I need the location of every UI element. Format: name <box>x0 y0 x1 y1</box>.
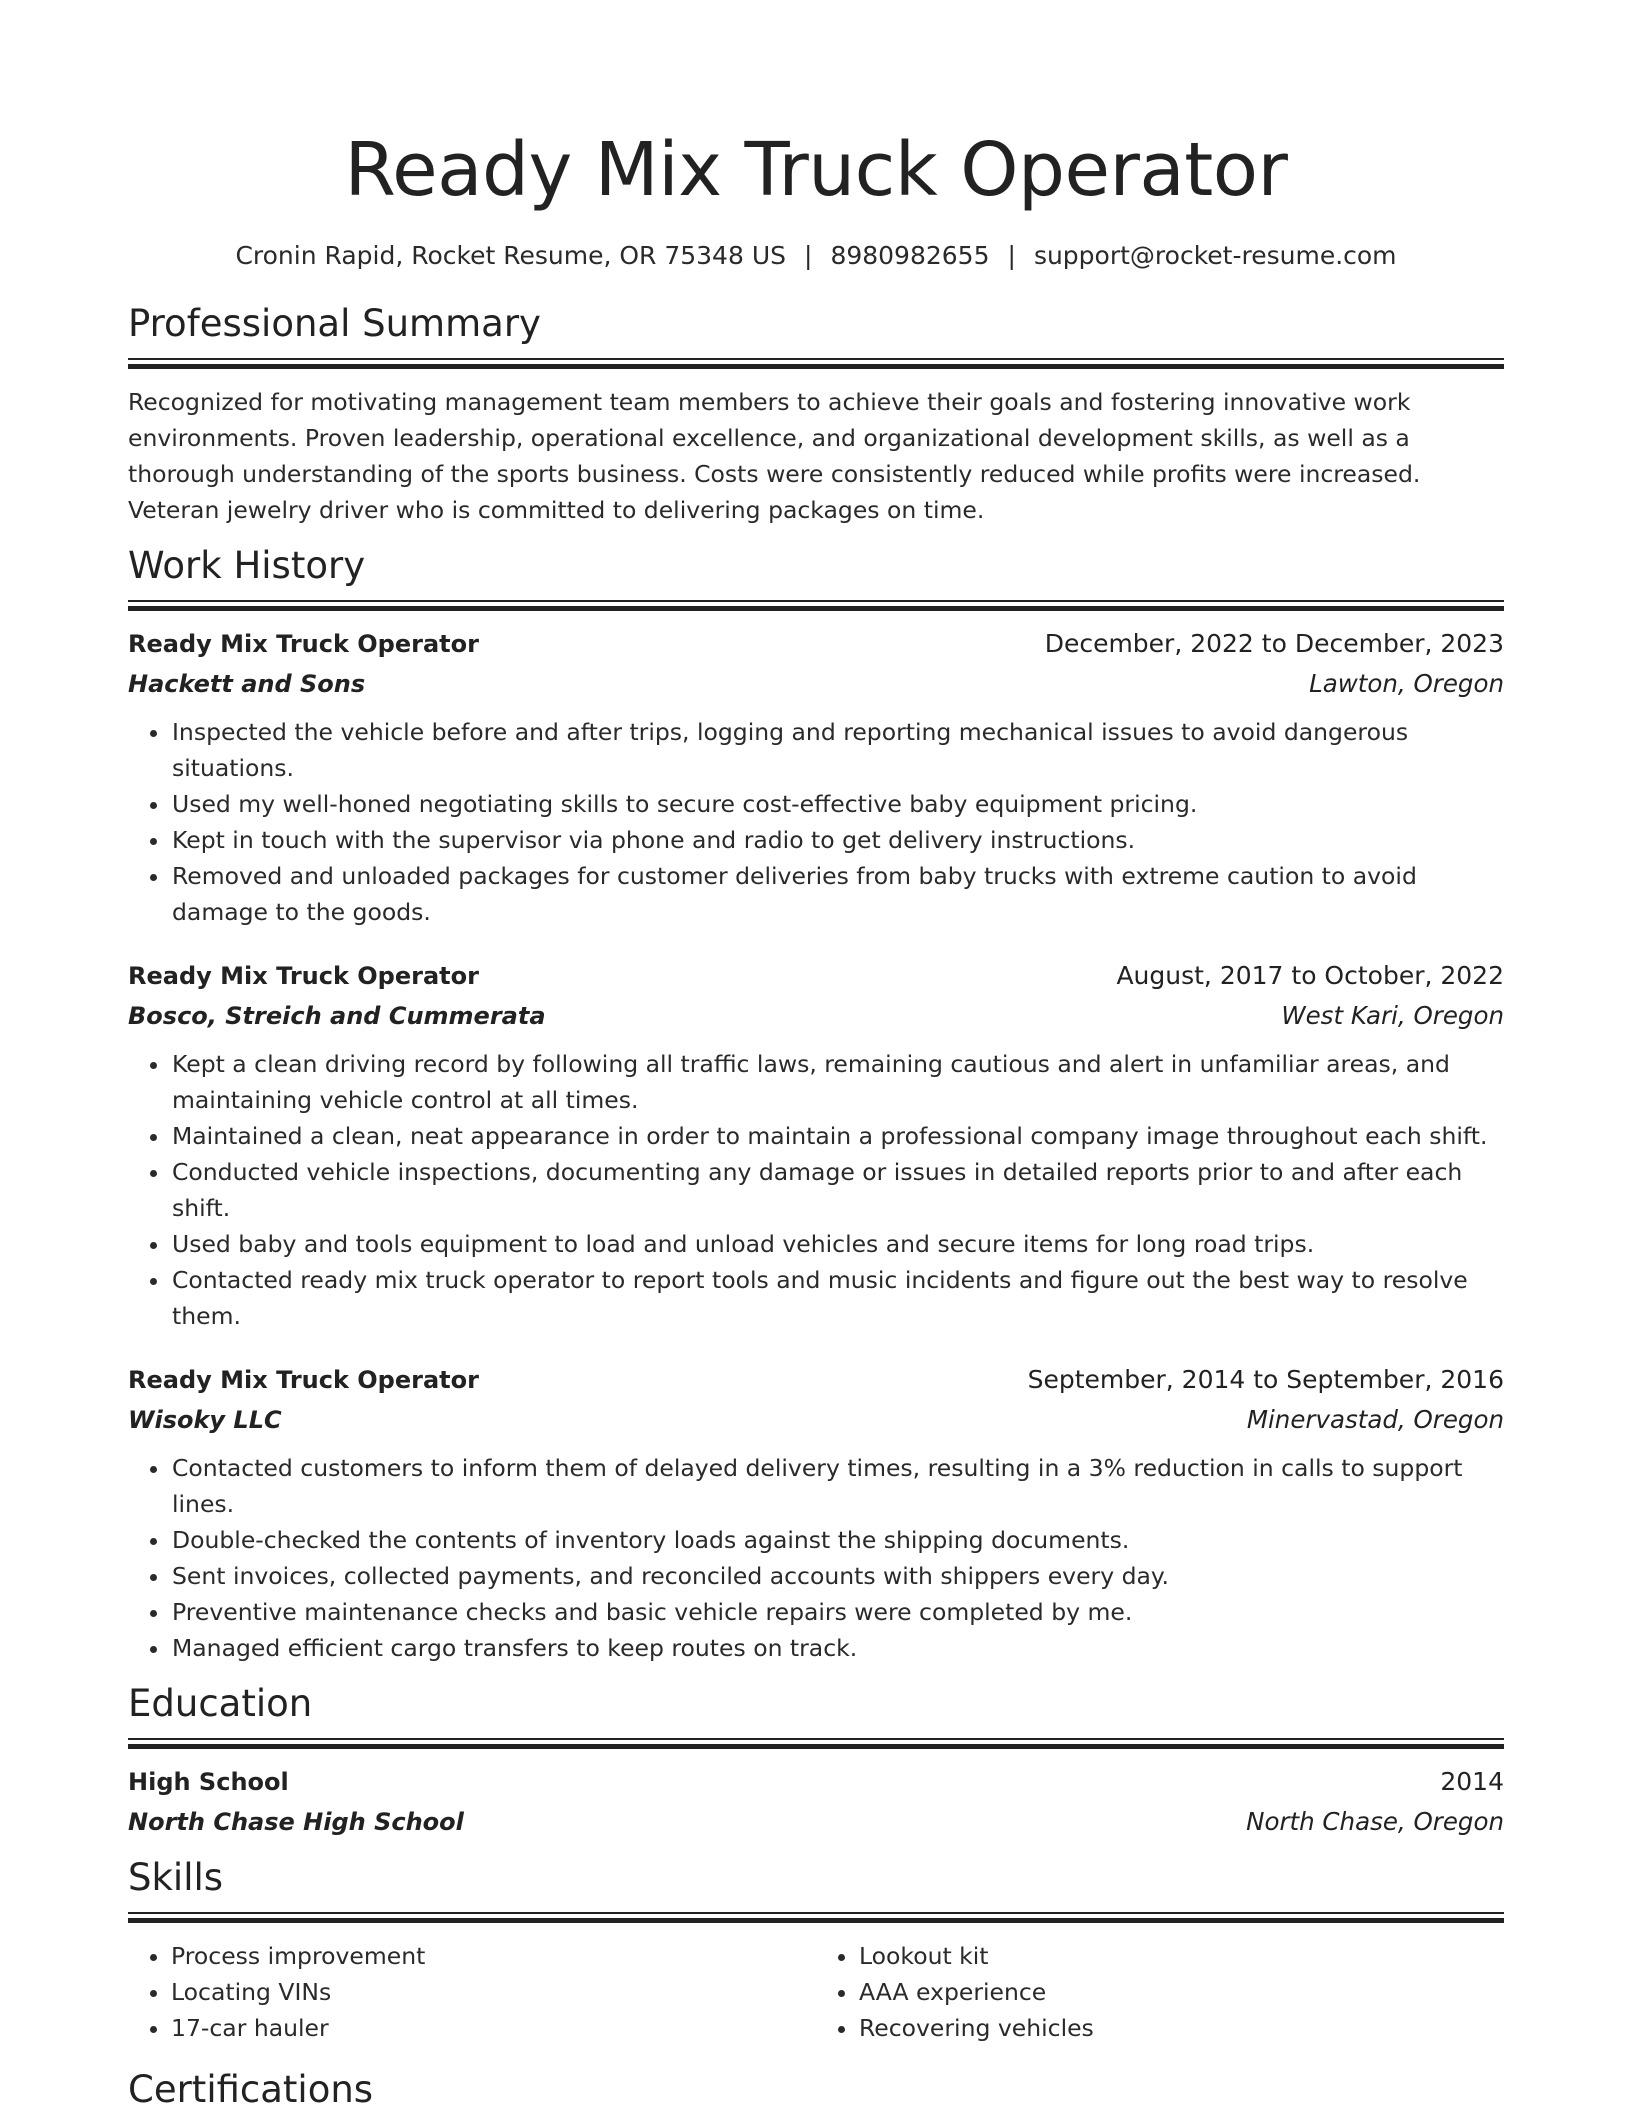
contact-separator: | <box>804 241 813 270</box>
candidate-name: Ready Mix Truck Operator <box>344 127 1288 213</box>
list-item: • Lookout kit <box>859 1938 1504 1974</box>
work-section <box>128 542 1504 1666</box>
contact-line <box>128 238 1504 274</box>
job-title: Ready Mix Truck Operator <box>128 962 479 990</box>
skills-list-left <box>128 1938 816 2046</box>
list-item: • AAA experience <box>859 1974 1504 2010</box>
contact-email: support@rocket-resume.com <box>1033 241 1397 270</box>
list-item: • Removed and unloaded packages for customer deliveries from baby trucks with extreme caution to avoid damage to the goods. <box>171 858 1504 930</box>
section-title-skills: Skills <box>128 1856 224 1899</box>
section-title-work: Work History <box>128 544 366 587</box>
job-dates: September, 2014 to September, 2016 <box>1027 1365 1504 1394</box>
job-company: Hackett and Sons <box>128 670 366 698</box>
list-item: • 17-car hauler <box>171 2010 816 2046</box>
skills-columns <box>128 1938 1504 2046</box>
list-item: • Conducted vehicle inspections, documenting any damage or issues in detailed reports prior to and after each shift. <box>171 1154 1504 1226</box>
section-title-education: Education <box>128 1682 313 1725</box>
job-bullets <box>128 714 1504 930</box>
section-divider <box>128 1738 1504 1751</box>
job-bullets <box>128 1450 1504 1666</box>
list-item: • Contacted customers to inform them of delayed delivery times, resulting in a 3% reduction in calls to support lines. <box>171 1450 1504 1522</box>
job-entry <box>128 958 1504 1334</box>
skills-section <box>128 1854 1504 2046</box>
list-item: • Recovering vehicles <box>859 2010 1504 2046</box>
certifications-section <box>128 2066 1504 2114</box>
contact-separator: | <box>1007 241 1016 270</box>
section-title-summary: Professional Summary <box>128 302 541 345</box>
list-item: • Kept in touch with the supervisor via phone and radio to get delivery instructions. <box>171 822 1504 858</box>
job-entry <box>128 1362 1504 1666</box>
section-divider <box>128 358 1504 371</box>
list-item: • Maintained a clean, neat appearance in order to maintain a professional company image throughout each shift. <box>171 1118 1504 1154</box>
job-title: Ready Mix Truck Operator <box>128 630 479 658</box>
education-degree: High School <box>128 1768 289 1796</box>
section-divider <box>128 600 1504 613</box>
job-dates: August, 2017 to October, 2022 <box>1116 961 1504 990</box>
summary-text: Recognized for motivating management team members to achieve their goals and fostering innovative work environments. Proven leadership, operational excellence, and organizational development skills, as well as a thorough understanding of the sports business. Costs were consistently reduced while profits were increased. Veteran jewelry driver who is committed to delivering packages on time. <box>128 388 1421 524</box>
job-dates: December, 2022 to December, 2023 <box>1044 629 1504 658</box>
education-school: North Chase High School <box>128 1808 464 1836</box>
job-location: West Kari, Oregon <box>1281 1001 1504 1030</box>
contact-address: Cronin Rapid, Rocket Resume, OR 75348 US <box>235 241 786 270</box>
list-item: • Contacted ready mix truck operator to report tools and music incidents and figure out the best way to resolve them. <box>171 1262 1504 1334</box>
skills-list-right <box>816 1938 1504 2046</box>
summary-section <box>128 300 1504 528</box>
section-divider <box>128 1912 1504 1925</box>
contact-phone: 8980982655 <box>830 241 990 270</box>
list-item: • Managed efficient cargo transfers to keep routes on track. <box>171 1630 1504 1666</box>
list-item: • Preventive maintenance checks and basic vehicle repairs were completed by me. <box>171 1594 1504 1630</box>
list-item: • Sent invoices, collected payments, and reconciled accounts with shippers every day. <box>171 1558 1504 1594</box>
list-item: • Kept a clean driving record by following all traffic laws, remaining cautious and alert in unfamiliar areas, and maintaining vehicle control at all times. <box>171 1046 1504 1118</box>
section-title-certifications: Certifications <box>128 2068 374 2111</box>
list-item: • Locating VINs <box>171 1974 816 2010</box>
education-year: 2014 <box>1440 1767 1504 1796</box>
list-item: • Process improvement <box>171 1938 816 1974</box>
list-item: • Double-checked the contents of inventory loads against the shipping documents. <box>171 1522 1504 1558</box>
list-item: • Used my well-honed negotiating skills to secure cost-effective baby equipment pricing. <box>171 786 1504 822</box>
job-entry <box>128 626 1504 930</box>
job-location: Minervastad, Oregon <box>1246 1405 1504 1434</box>
list-item: • Inspected the vehicle before and after trips, logging and reporting mechanical issues to avoid dangerous situations. <box>171 714 1504 786</box>
education-section <box>128 1680 1504 1840</box>
job-bullets <box>128 1046 1504 1334</box>
job-company: Wisoky LLC <box>128 1406 282 1434</box>
job-title: Ready Mix Truck Operator <box>128 1366 479 1394</box>
job-company: Bosco, Streich and Cummerata <box>128 1002 546 1030</box>
job-location: Lawton, Oregon <box>1309 669 1504 698</box>
education-location: North Chase, Oregon <box>1246 1807 1504 1836</box>
list-item: • Used baby and tools equipment to load and unload vehicles and secure items for long road trips. <box>171 1226 1504 1262</box>
